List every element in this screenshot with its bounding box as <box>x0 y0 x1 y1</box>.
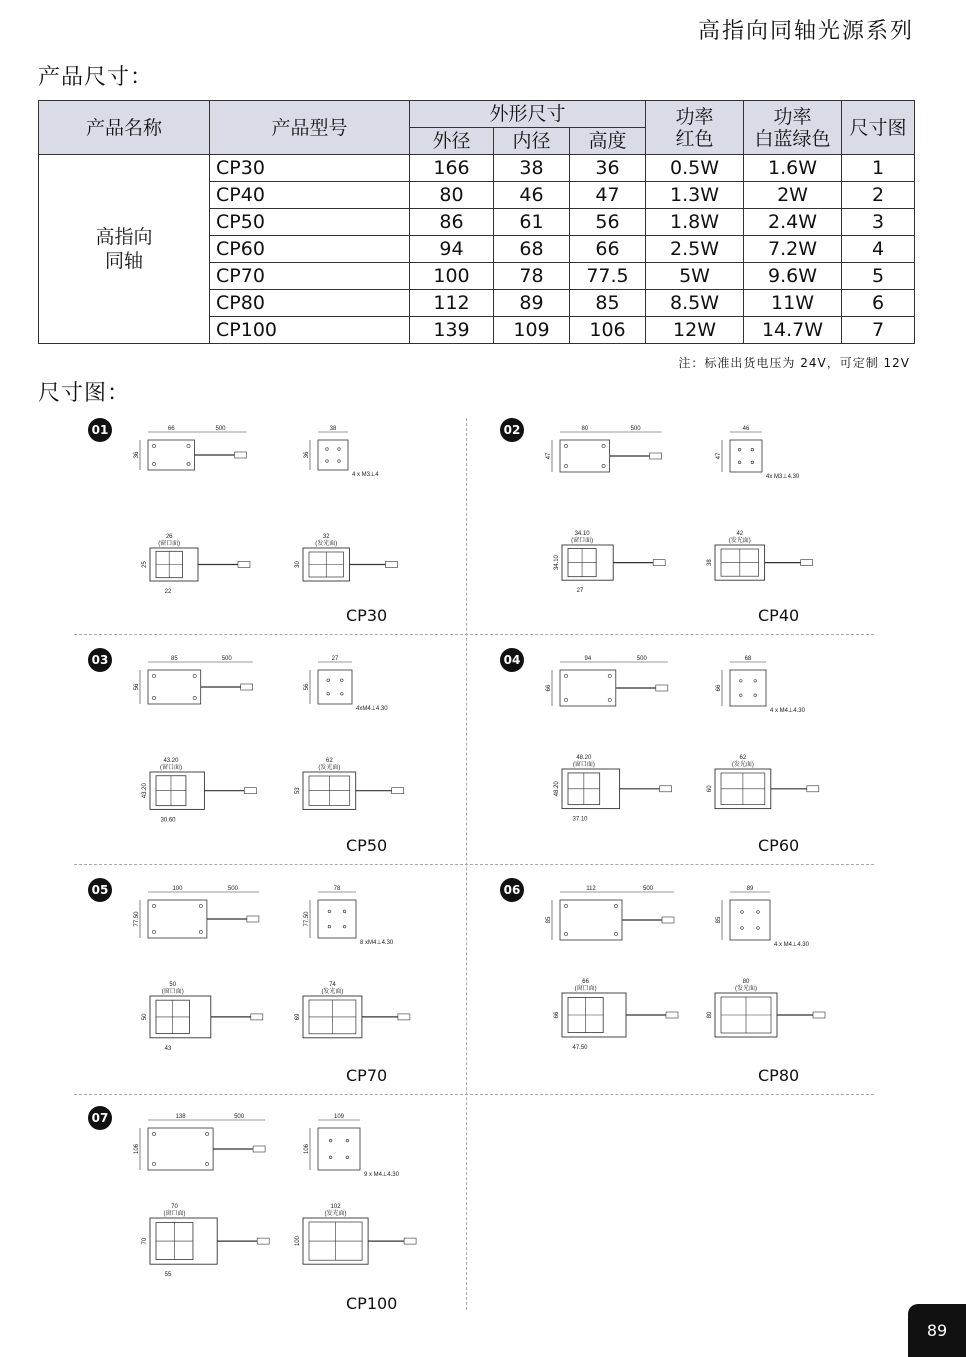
side-view-body <box>318 900 356 938</box>
dimension-label: 38 <box>707 559 713 566</box>
product-group-name: 高指向 同轴 <box>39 155 210 344</box>
header-power-wb: 功率 白蓝绿色 <box>744 101 842 155</box>
dimension-label: (发光面) <box>318 765 341 771</box>
cable-connector <box>257 1238 269 1244</box>
power-wb-cell: 9.6W <box>744 263 842 290</box>
table-row <box>39 155 915 182</box>
dimension-label: 4 x M4⊥4.30 <box>770 708 805 714</box>
model-caption: CP50 <box>346 836 388 855</box>
model-caption: CP80 <box>758 1066 800 1085</box>
dimension-label: (发光面) <box>324 1211 347 1217</box>
power-red-cell: 8.5W <box>646 290 744 317</box>
height-cell: 66 <box>570 236 646 263</box>
power-wb-cell: 2.4W <box>744 209 842 236</box>
dimension-label: 94 <box>584 656 592 662</box>
dimension-label: 25 <box>142 561 148 568</box>
dimension-label: 89 <box>746 886 754 892</box>
inner-cell: 38 <box>494 155 570 182</box>
header-power-red: 功率 红色 <box>646 101 744 155</box>
dimension-label: 106 <box>304 1143 310 1155</box>
top-view-body <box>148 670 201 704</box>
side-view-body <box>730 900 770 940</box>
cable-connector <box>238 562 250 568</box>
drawing-number-badge: 03 <box>88 648 112 672</box>
dimension-label: 66 <box>167 426 175 432</box>
dimension-label: 43.20 <box>163 758 179 764</box>
cable-connector <box>656 685 668 691</box>
dimension-label: (发光面) <box>315 541 338 547</box>
dimension-label: 500 <box>636 656 647 662</box>
drawing-cp80 <box>500 878 890 1096</box>
dimension-label: 37.10 <box>572 816 588 823</box>
dimension-label: 48.20 <box>576 755 592 761</box>
cable-connector <box>241 684 253 690</box>
dimension-label: 500 <box>234 1114 245 1120</box>
model-cell: CP50 <box>210 209 410 236</box>
drawing-number-badge: 01 <box>88 418 112 442</box>
header-product-model: 产品型号 <box>210 101 410 155</box>
power-wb-cell: 7.2W <box>744 236 842 263</box>
drawing-number-badge: 07 <box>88 1106 112 1130</box>
dimension-label: (窗口面) <box>159 765 182 771</box>
side-view-body <box>318 1128 360 1170</box>
dimension-label: 27 <box>331 656 339 662</box>
dimension-label: 69 <box>295 1013 301 1021</box>
dimension-label: 102 <box>330 1204 341 1210</box>
model-cell: CP70 <box>210 263 410 290</box>
model-cell: CP100 <box>210 317 410 344</box>
dimension-label: 56 <box>304 683 310 691</box>
dimension-label: 22 <box>164 589 172 595</box>
drawing-svg <box>500 648 880 848</box>
header-shape-size: 外形尺寸 <box>410 101 646 128</box>
model-caption: CP60 <box>758 836 800 855</box>
cable-connector <box>251 1014 263 1020</box>
height-cell: 77.5 <box>570 263 646 290</box>
dimension-label: 66 <box>546 684 552 692</box>
drawing-no-cell: 6 <box>842 290 915 317</box>
model-caption: CP40 <box>758 606 800 625</box>
dimension-label: 47 <box>716 452 722 460</box>
dimension-label: 43.20 <box>142 783 148 799</box>
top-view-body <box>148 900 207 938</box>
dimension-label: 47.50 <box>572 1045 588 1051</box>
drawing-no-cell: 4 <box>842 236 915 263</box>
dimension-label: (发光面) <box>728 538 751 544</box>
drawing-number-badge: 02 <box>500 418 524 442</box>
dimension-label: 109 <box>333 1114 345 1120</box>
model-cell: CP60 <box>210 236 410 263</box>
dimension-label: 60 <box>707 785 713 793</box>
drawing-svg <box>88 1106 468 1306</box>
drawing-number-badge: 05 <box>88 878 112 902</box>
cable-connector <box>244 788 256 794</box>
inner-cell: 109 <box>494 317 570 344</box>
dimension-label: (窗口面) <box>163 1211 186 1217</box>
dimension-label: 77.50 <box>304 911 310 927</box>
cable-connector <box>666 1012 678 1018</box>
outer-cell: 139 <box>410 317 494 344</box>
side-view-body <box>318 670 352 704</box>
cable-connector <box>650 453 662 459</box>
dimension-label: 500 <box>642 886 654 892</box>
dimension-label: 68 <box>744 656 752 662</box>
dimension-label: 30.60 <box>160 817 176 824</box>
dimension-label: 500 <box>227 886 238 892</box>
inner-cell: 78 <box>494 263 570 290</box>
dimension-label: 500 <box>221 656 232 662</box>
dimension-label: 50 <box>142 1013 148 1021</box>
dimension-label: 500 <box>630 426 641 432</box>
dimension-label: 70 <box>142 1237 148 1245</box>
drawing-svg <box>500 878 880 1078</box>
dimension-label: (窗口面) <box>158 541 181 547</box>
product-size-title: 产品尺寸： <box>38 65 154 90</box>
dimension-label: 32 <box>322 534 330 540</box>
height-cell: 106 <box>570 317 646 344</box>
header-drawing: 尺寸图 <box>842 101 915 155</box>
dimension-label: 55 <box>164 1272 172 1279</box>
side-view-body <box>318 440 348 470</box>
drawing-number-badge: 06 <box>500 878 524 902</box>
drawing-cp30 <box>88 418 478 636</box>
dimension-label: (窗口面) <box>574 986 597 992</box>
drawing-cp100 <box>88 1106 478 1324</box>
dimension-label: 62 <box>326 758 333 764</box>
inner-cell: 68 <box>494 236 570 263</box>
drawing-no-cell: 5 <box>842 263 915 290</box>
dimension-label: (窗口面) <box>161 989 184 995</box>
dimension-label: 66 <box>716 684 722 692</box>
dimension-label: 106 <box>134 1143 140 1155</box>
drawing-cp40 <box>500 418 890 636</box>
drawing-no-cell: 2 <box>842 182 915 209</box>
dimension-label: 138 <box>175 1114 186 1120</box>
dimension-label: 30 <box>295 561 301 568</box>
dimension-label: 100 <box>295 1236 301 1247</box>
cable-connector <box>253 1146 265 1152</box>
header-product-name: 产品名称 <box>39 101 210 155</box>
cable-connector <box>813 1012 825 1018</box>
dimension-label: 66 <box>554 1011 560 1019</box>
cable-connector <box>398 1014 410 1020</box>
top-view-body <box>560 900 622 940</box>
dimension-label: 78 <box>333 886 341 892</box>
power-wb-cell: 2W <box>744 182 842 209</box>
drawing-cp70 <box>88 878 478 1096</box>
outer-cell: 80 <box>410 182 494 209</box>
height-cell: 47 <box>570 182 646 209</box>
dimension-label: 100 <box>172 886 183 892</box>
dimension-label: 27 <box>576 588 584 595</box>
drawing-number-badge: 04 <box>500 648 524 672</box>
dimension-label: 38 <box>329 426 337 432</box>
inner-cell: 89 <box>494 290 570 317</box>
dimension-label: 53 <box>295 787 301 795</box>
height-cell: 85 <box>570 290 646 317</box>
drawing-no-cell: 3 <box>842 209 915 236</box>
power-red-cell: 0.5W <box>646 155 744 182</box>
cable-connector <box>235 452 247 458</box>
power-wb-cell: 1.6W <box>744 155 842 182</box>
top-view-body <box>148 1128 213 1170</box>
dimension-label: 66 <box>582 979 589 985</box>
drawing-svg <box>88 648 468 848</box>
dimension-label: 26 <box>165 534 173 540</box>
dimension-label: 85 <box>716 916 722 924</box>
dimension-label: 4x M3⊥4.30 <box>766 474 800 480</box>
dimension-label: 56 <box>134 683 140 691</box>
drawing-section-title: 尺寸图： <box>38 381 131 406</box>
drawing-svg <box>500 418 880 618</box>
dimension-label: 85 <box>546 916 552 924</box>
cable-connector <box>807 786 819 792</box>
dimension-label: (窗口面) <box>571 538 594 544</box>
dimension-label: 74 <box>329 982 336 988</box>
dimension-label: 80 <box>707 1011 713 1019</box>
model-cell: CP40 <box>210 182 410 209</box>
dimension-label: 43 <box>164 1045 172 1052</box>
dimension-label: 34.10 <box>574 531 590 537</box>
power-red-cell: 5W <box>646 263 744 290</box>
dimension-label: 34.10 <box>554 555 560 571</box>
dimension-label: 85 <box>171 656 178 662</box>
outer-cell: 112 <box>410 290 494 317</box>
drawing-svg <box>88 418 468 618</box>
inner-cell: 61 <box>494 209 570 236</box>
power-wb-cell: 11W <box>744 290 842 317</box>
cable-connector <box>653 560 665 566</box>
cable-connector <box>660 786 672 792</box>
header-outer: 外径 <box>410 128 494 155</box>
power-wb-cell: 14.7W <box>744 317 842 344</box>
side-view-body <box>730 440 762 472</box>
dimension-label: 36 <box>134 451 140 459</box>
dimension-label: 50 <box>169 982 177 988</box>
cable-connector <box>404 1238 416 1244</box>
spec-table <box>38 100 915 344</box>
power-red-cell: 2.5W <box>646 236 744 263</box>
model-cell: CP80 <box>210 290 410 317</box>
model-caption: CP30 <box>346 606 388 625</box>
dimension-label: (窗口面) <box>572 762 595 768</box>
dimension-label: 80 <box>742 979 750 985</box>
height-cell: 36 <box>570 155 646 182</box>
drawing-cp60 <box>500 648 890 866</box>
inner-cell: 46 <box>494 182 570 209</box>
drawing-svg <box>88 878 468 1078</box>
power-red-cell: 1.3W <box>646 182 744 209</box>
dimension-label: 46 <box>742 426 750 432</box>
dimension-label: 500 <box>215 426 226 432</box>
drawing-no-cell: 7 <box>842 317 915 344</box>
cable-connector <box>801 560 813 566</box>
dimension-label: 77.50 <box>134 911 140 927</box>
dimension-label: 80 <box>581 426 589 432</box>
height-cell: 56 <box>570 209 646 236</box>
dimension-label: 42 <box>736 531 744 537</box>
outer-cell: 94 <box>410 236 494 263</box>
drawing-no-cell: 1 <box>842 155 915 182</box>
model-cell: CP30 <box>210 155 410 182</box>
cable-connector <box>386 562 398 568</box>
power-red-cell: 1.8W <box>646 209 744 236</box>
power-red-cell: 12W <box>646 317 744 344</box>
top-view-body <box>560 670 616 706</box>
side-view-body <box>730 670 766 706</box>
page-number: 89 <box>908 1304 966 1357</box>
cable-connector <box>392 788 404 794</box>
series-title: 高指向同轴光源系列 <box>697 19 914 44</box>
dimension-label: 4xM4⊥4.30 <box>356 706 388 712</box>
dimension-label: 4 x M4⊥4.30 <box>774 942 809 948</box>
dimension-label: 36 <box>304 451 310 459</box>
dimension-label: 8 xM4⊥4.30 <box>360 940 394 946</box>
dimension-label: (发光面) <box>321 989 344 995</box>
outer-cell: 86 <box>410 209 494 236</box>
dimension-label: (发光面) <box>731 762 754 768</box>
dimension-label: 47 <box>546 452 552 460</box>
header-height: 高度 <box>570 128 646 155</box>
dimension-label: (发光面) <box>735 986 757 992</box>
dimension-label: 48.20 <box>554 781 560 797</box>
header-inner: 内径 <box>494 128 570 155</box>
dimension-label: 62 <box>739 755 747 761</box>
dimension-label: 4 x M3⊥4 <box>352 472 379 478</box>
cable-connector <box>662 917 674 923</box>
outer-cell: 100 <box>410 263 494 290</box>
dimension-label: 70 <box>171 1204 178 1210</box>
cable-connector <box>247 916 259 922</box>
dimension-label: 112 <box>586 886 596 892</box>
drawing-cp50 <box>88 648 478 866</box>
model-caption: CP70 <box>346 1066 388 1085</box>
dimension-label: 9 x M4⊥4.30 <box>364 1172 399 1178</box>
model-caption: CP100 <box>346 1294 398 1313</box>
outer-cell: 166 <box>410 155 494 182</box>
voltage-note: 注：标准出货电压为 24V，可定制 12V <box>678 356 910 370</box>
